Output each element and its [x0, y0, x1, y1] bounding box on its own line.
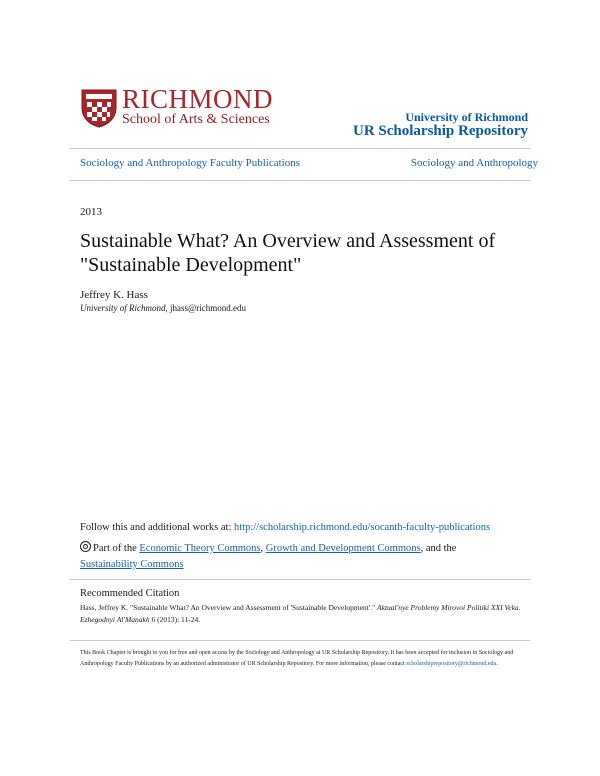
publication-year: 2013 [80, 206, 102, 218]
richmond-logo [80, 86, 280, 132]
author-affiliation: University of Richmond, jhass@richmond.edu [80, 303, 247, 313]
document-title: Sustainable What? An Overview and Assessment of "Sustainable Development" [80, 230, 496, 276]
collection-link[interactable]: Sociology and Anthropology Faculty Publications [80, 157, 300, 169]
repository-name: UR Scholarship Repository [352, 123, 528, 139]
collection-url-link[interactable]: http://scholarship.richmond.edu/socanth-faculty-publications [234, 522, 491, 533]
growth-development-commons-link[interactable]: Growth and Development Commons [265, 543, 421, 554]
follow-line: Follow this and additional works at: http://scholarship.richmond.edu/socanth-faculty-publications [80, 522, 491, 533]
author-name: Jeffrey K. Hass [80, 289, 148, 301]
access-notice: This Book Chapter is brought to you for free and open access by the Sociology and Anthropology at UR Scholarship Repository. It has been accepted for inclusion in Sociology and Anthropology Faculty Publications by an authorized administrator of UR Scholarship Repository. For more information, please contact scholarshiprepository@richmond.edu. [80, 650, 514, 667]
part-of-commons: Part of the Economic Theory Commons, Growth and Development Commons, and the Sustainability Commons [80, 543, 457, 570]
contact-email-link[interactable]: scholarshiprepository@richmond.edu [406, 661, 497, 667]
shield-icon [80, 88, 118, 128]
citation-label: Recommended Citation [80, 588, 180, 599]
divider-citation [70, 579, 530, 580]
divider-nav [70, 180, 530, 181]
commons-icon [80, 541, 91, 552]
sustainability-commons-link[interactable]: Sustainability Commons [80, 559, 184, 570]
logo-name: RICHMOND [122, 84, 274, 114]
university-name: University of Richmond [405, 110, 528, 124]
divider-top [70, 148, 530, 149]
divider-notice [70, 640, 530, 641]
citation-text: Hass, Jeffrey K. "Sustainable What? An Overview and Assessment of 'Sustainable Development'." Aktual'nye Problemy Mirovoi Politiki XXI Veka. Ezhegodnyi Al'Manakh 6 (2013): 11-24. [80, 603, 521, 624]
logo-subtitle: School of Arts & Sciences [122, 112, 270, 127]
economic-theory-commons-link[interactable]: Economic Theory Commons [139, 543, 261, 554]
department-link[interactable]: Sociology and Anthropology [410, 157, 538, 169]
